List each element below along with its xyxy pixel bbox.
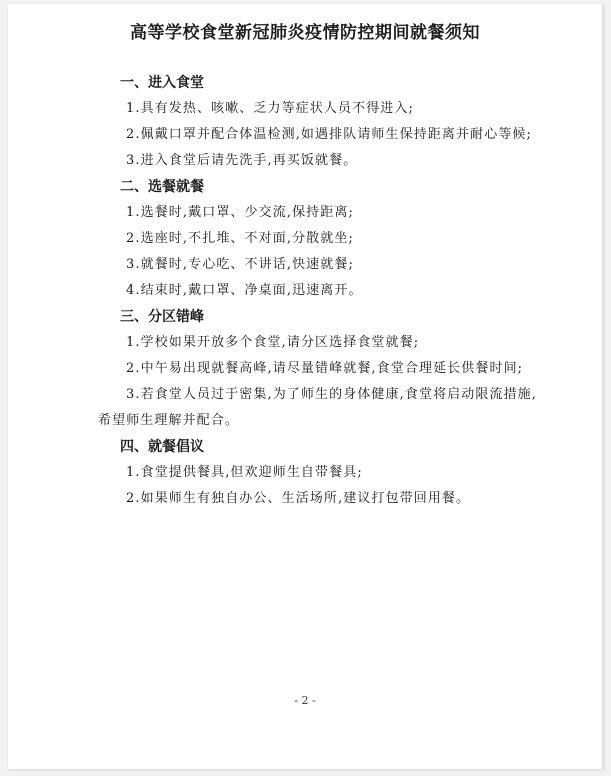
document-page — [8, 4, 603, 769]
section-heading: 三、分区错峰 — [120, 309, 204, 325]
section-item: 1.食堂提供餐具,但欢迎师生自带餐具; — [126, 465, 363, 480]
section-item: 4.结束时,戴口罩、净桌面,迅速离开。 — [126, 283, 363, 298]
section-heading: 一、进入食堂 — [120, 75, 204, 91]
section-item: 2.如果师生有独自办公、生活场所,建议打包带回用餐。 — [126, 491, 471, 506]
section-item: 1.选餐时,戴口罩、少交流,保持距离; — [126, 205, 354, 220]
document-title: 高等学校食堂新冠肺炎疫情防控期间就餐须知 — [130, 23, 480, 43]
section-meal-selection — [98, 174, 538, 304]
section-enter-canteen — [98, 70, 538, 174]
section-item: 3.进入食堂后请先洗手,再买饭就餐。 — [126, 153, 358, 168]
section-staggered-dining — [98, 304, 538, 434]
page-number: - 2 - — [294, 694, 316, 707]
section-heading: 四、就餐倡议 — [120, 439, 204, 455]
section-item: 1.学校如果开放多个食堂,请分区选择食堂就餐; — [126, 335, 420, 350]
section-item: 3.若食堂人员过于密集,为了师生的身体健康,食堂将启动限流措施,希望师生理解并配合。 — [98, 387, 538, 428]
section-item: 2.中午易出现就餐高峰,请尽量错峰就餐,食堂合理延长供餐时间; — [126, 361, 524, 376]
section-item: 2.选座时,不扎堆、不对面,分散就坐; — [126, 231, 354, 246]
section-heading: 二、选餐就餐 — [120, 179, 204, 195]
section-dining-proposal — [98, 434, 538, 512]
section-item: 2.佩戴口罩并配合体温检测,如遇排队请师生保持距离并耐心等候; — [126, 127, 533, 142]
section-item: 3.就餐时,专心吃、不讲话,快速就餐; — [126, 257, 354, 272]
document-body — [98, 70, 538, 512]
section-item: 1.具有发热、咳嗽、乏力等症状人员不得进入; — [126, 101, 414, 116]
